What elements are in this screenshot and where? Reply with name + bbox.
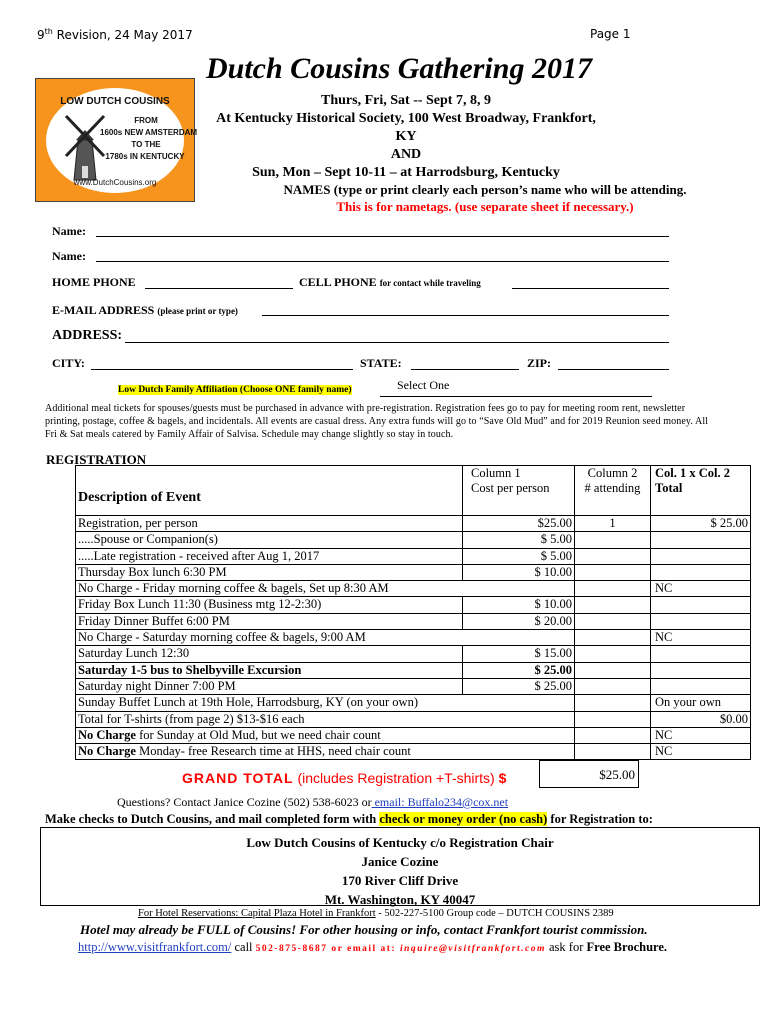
table-row: [76, 613, 751, 629]
info-paragraph: Additional meal tickets for spouses/guests must be purchased in advance with pre-registration. Registration fees go to pay for meeting room rent, newsletter printing, postage, coffee & bagels, and incidentals. All events are casual dress. Any extra funds will go to “Save Old Mud” and for 2019 Reunion seed money. All Fri & Sat meals catered by Family Affair of Salvisa. Schedule may change slightly so stay in touch.: [45, 403, 709, 440]
names-instructions: NAMES (type or print clearly each person’s name who will be attending. This is for nametags. (use separate sheet if necessary.): [283, 182, 687, 214]
page-number: Page 1: [590, 27, 631, 41]
event-cost: $ 15.00: [463, 646, 575, 662]
tourism-contact: http://www.visitfrankfort.com/ call 502-875-8687 or email at: inquire@visitfrankfort.com ask for Free Brochure.: [78, 940, 668, 954]
name-field-1[interactable]: [96, 236, 669, 237]
row-total: [651, 564, 751, 580]
row-total: NC: [651, 630, 751, 646]
row-total: [651, 662, 751, 678]
row-total: $ 25.00: [651, 516, 751, 532]
event-cost: $ 5.00: [463, 548, 575, 564]
windmill-icon: [64, 110, 106, 182]
col3-header: Col. 1 x Col. 2 Total: [651, 466, 751, 516]
affiliation-label: Low Dutch Family Affiliation (Choose ONE family name): [118, 385, 352, 395]
make-checks-text: Make checks to Dutch Cousins, and mail completed form with check or money order (no cash) for Registration to:: [45, 812, 653, 826]
event-cost: $ 25.00: [463, 662, 575, 678]
event-cost: $25.00: [463, 516, 575, 532]
cell-phone-label: CELL PHONE for contact while traveling: [299, 275, 481, 289]
name-label-1: Name:: [52, 224, 86, 238]
state-field[interactable]: [411, 369, 519, 370]
row-total: NC: [651, 744, 751, 760]
row-total: $0.00: [651, 711, 751, 727]
home-phone-label: HOME PHONE: [52, 275, 136, 289]
page-title: Dutch Cousins Gathering 2017: [206, 52, 592, 85]
col1-header: Column 1 Cost per person: [463, 466, 575, 516]
table-row: [76, 581, 751, 597]
revision-header: 9th Revision, 24 May 2017: [37, 27, 193, 42]
event-description: Friday Box Lunch 11:30 (Business mtg 12-2:30): [76, 597, 463, 613]
event-cost: $ 5.00: [463, 532, 575, 548]
grand-total-value: $25.00: [539, 760, 639, 788]
col2-header: Column 2 # attending: [575, 466, 651, 516]
event-cost: $ 25.00: [463, 678, 575, 694]
event-description: No Charge - Friday morning coffee & bagels, Set up 8:30 AM: [76, 581, 575, 597]
table-row: [76, 564, 751, 580]
contact-email-link[interactable]: email: Buffalo234@cox.net: [371, 795, 509, 809]
attending-count[interactable]: [575, 597, 651, 613]
name-label-2: Name:: [52, 249, 86, 263]
event-description: .....Late registration - received after Aug 1, 2017: [76, 548, 463, 564]
attending-count[interactable]: [575, 646, 651, 662]
event-dates: Thurs, Fri, Sat -- Sept 7, 8, 9 At Kentucky Historical Society, 100 West Broadway, Frankfort, KY AND Sun, Mon – Sept 10-11 – at Harrodsburg, Kentucky: [216, 93, 596, 180]
table-row: [76, 711, 751, 727]
event-description: Saturday 1-5 bus to Shelbyville Excursion: [76, 662, 463, 678]
table-row: [76, 678, 751, 694]
zip-field[interactable]: [558, 369, 669, 370]
hotel-info: For Hotel Reservations: Capital Plaza Hotel in Frankfort - 502-227-5100 Group code – DUTCH COUSINS 2389: [138, 908, 614, 919]
table-row: [76, 532, 751, 548]
address-field[interactable]: [125, 342, 669, 343]
hotel-full-note: Hotel may already be FULL of Cousins! For other housing or info, contact Frankfort tourist commission.: [80, 922, 648, 937]
table-row: [76, 695, 751, 711]
attending-count[interactable]: [575, 678, 651, 694]
email-label: E-MAIL ADDRESS (please print or type): [52, 303, 238, 317]
event-cost: $ 10.00: [463, 597, 575, 613]
event-cost: $ 10.00: [463, 564, 575, 580]
table-row: [76, 516, 751, 532]
table-row: [76, 727, 751, 743]
home-phone-field[interactable]: [145, 288, 293, 289]
attending-count[interactable]: [575, 564, 651, 580]
tourism-url-link[interactable]: http://www.visitfrankfort.com/: [78, 940, 232, 954]
cell-phone-field[interactable]: [512, 288, 669, 289]
attending-count[interactable]: [575, 662, 651, 678]
event-description: Saturday night Dinner 7:00 PM: [76, 678, 463, 694]
event-cost: $ 20.00: [463, 613, 575, 629]
event-description: Registration, per person: [76, 516, 463, 532]
table-row: [76, 548, 751, 564]
mailing-address-box: Low Dutch Cousins of Kentucky c/o Registration Chair Janice Cozine 170 River Cliff Drive Mt. Washington, KY 40047: [40, 827, 760, 906]
event-description: No Charge for Sunday at Old Mud, but we need chair count: [76, 727, 575, 743]
row-total: [651, 678, 751, 694]
attending-count[interactable]: [575, 711, 651, 727]
attending-count[interactable]: [575, 630, 651, 646]
event-description: Saturday Lunch 12:30: [76, 646, 463, 662]
event-description: Sunday Buffet Lunch at 19th Hole, Harrodsburg, KY (on your own): [76, 695, 575, 711]
logo: LOW DUTCH COUSINS FROM 1600s NEW AMSTERDAM TO THE 1780s IN KENTUCKY www.DutchCousins.org: [35, 78, 195, 202]
zip-label: ZIP:: [527, 356, 551, 370]
event-description: No Charge Monday- free Research time at HHS, need chair count: [76, 744, 575, 760]
email-field[interactable]: [262, 315, 669, 316]
attending-count[interactable]: [575, 695, 651, 711]
grand-total-label: GRAND TOTAL (includes Registration +T-shirts) $: [182, 770, 507, 786]
event-description: Thursday Box lunch 6:30 PM: [76, 564, 463, 580]
affiliation-underline: [380, 396, 652, 397]
event-description: .....Spouse or Companion(s): [76, 532, 463, 548]
row-total: [651, 613, 751, 629]
event-description: Total for T-shirts (from page 2) $13-$16 each: [76, 711, 575, 727]
table-header-row: [76, 466, 751, 516]
table-row: [76, 597, 751, 613]
row-total: NC: [651, 727, 751, 743]
attending-count[interactable]: [575, 727, 651, 743]
hotel-link[interactable]: For Hotel Reservations: Capital Plaza Hotel in Frankfort: [138, 908, 376, 919]
state-label: STATE:: [360, 356, 402, 370]
attending-count[interactable]: 1: [575, 516, 651, 532]
affiliation-select[interactable]: Select One: [397, 378, 450, 392]
questions-text: Questions? Contact Janice Cozine (502) 538-6023 or email: Buffalo234@cox.net: [117, 795, 509, 809]
city-field[interactable]: [91, 369, 353, 370]
row-total: On your own: [651, 695, 751, 711]
row-total: [651, 548, 751, 564]
registration-heading: REGISTRATION: [46, 452, 147, 467]
row-total: [651, 532, 751, 548]
registration-table: [75, 465, 751, 760]
attending-count[interactable]: [575, 744, 651, 760]
address-label: ADDRESS:: [52, 328, 123, 343]
event-description: No Charge - Saturday morning coffee & bagels, 9:00 AM: [76, 630, 575, 646]
table-row: [76, 646, 751, 662]
city-label: CITY:: [52, 356, 85, 370]
event-description: Friday Dinner Buffet 6:00 PM: [76, 613, 463, 629]
table-row: [76, 630, 751, 646]
table-row: [76, 744, 751, 760]
attending-count[interactable]: [575, 613, 651, 629]
row-total: NC: [651, 581, 751, 597]
attending-count[interactable]: [575, 548, 651, 564]
col-desc-header: Description of Event: [76, 466, 463, 516]
attending-count[interactable]: [575, 532, 651, 548]
table-row: [76, 662, 751, 678]
name-field-2[interactable]: [96, 261, 669, 262]
row-total: [651, 597, 751, 613]
attending-count[interactable]: [575, 581, 651, 597]
row-total: [651, 646, 751, 662]
